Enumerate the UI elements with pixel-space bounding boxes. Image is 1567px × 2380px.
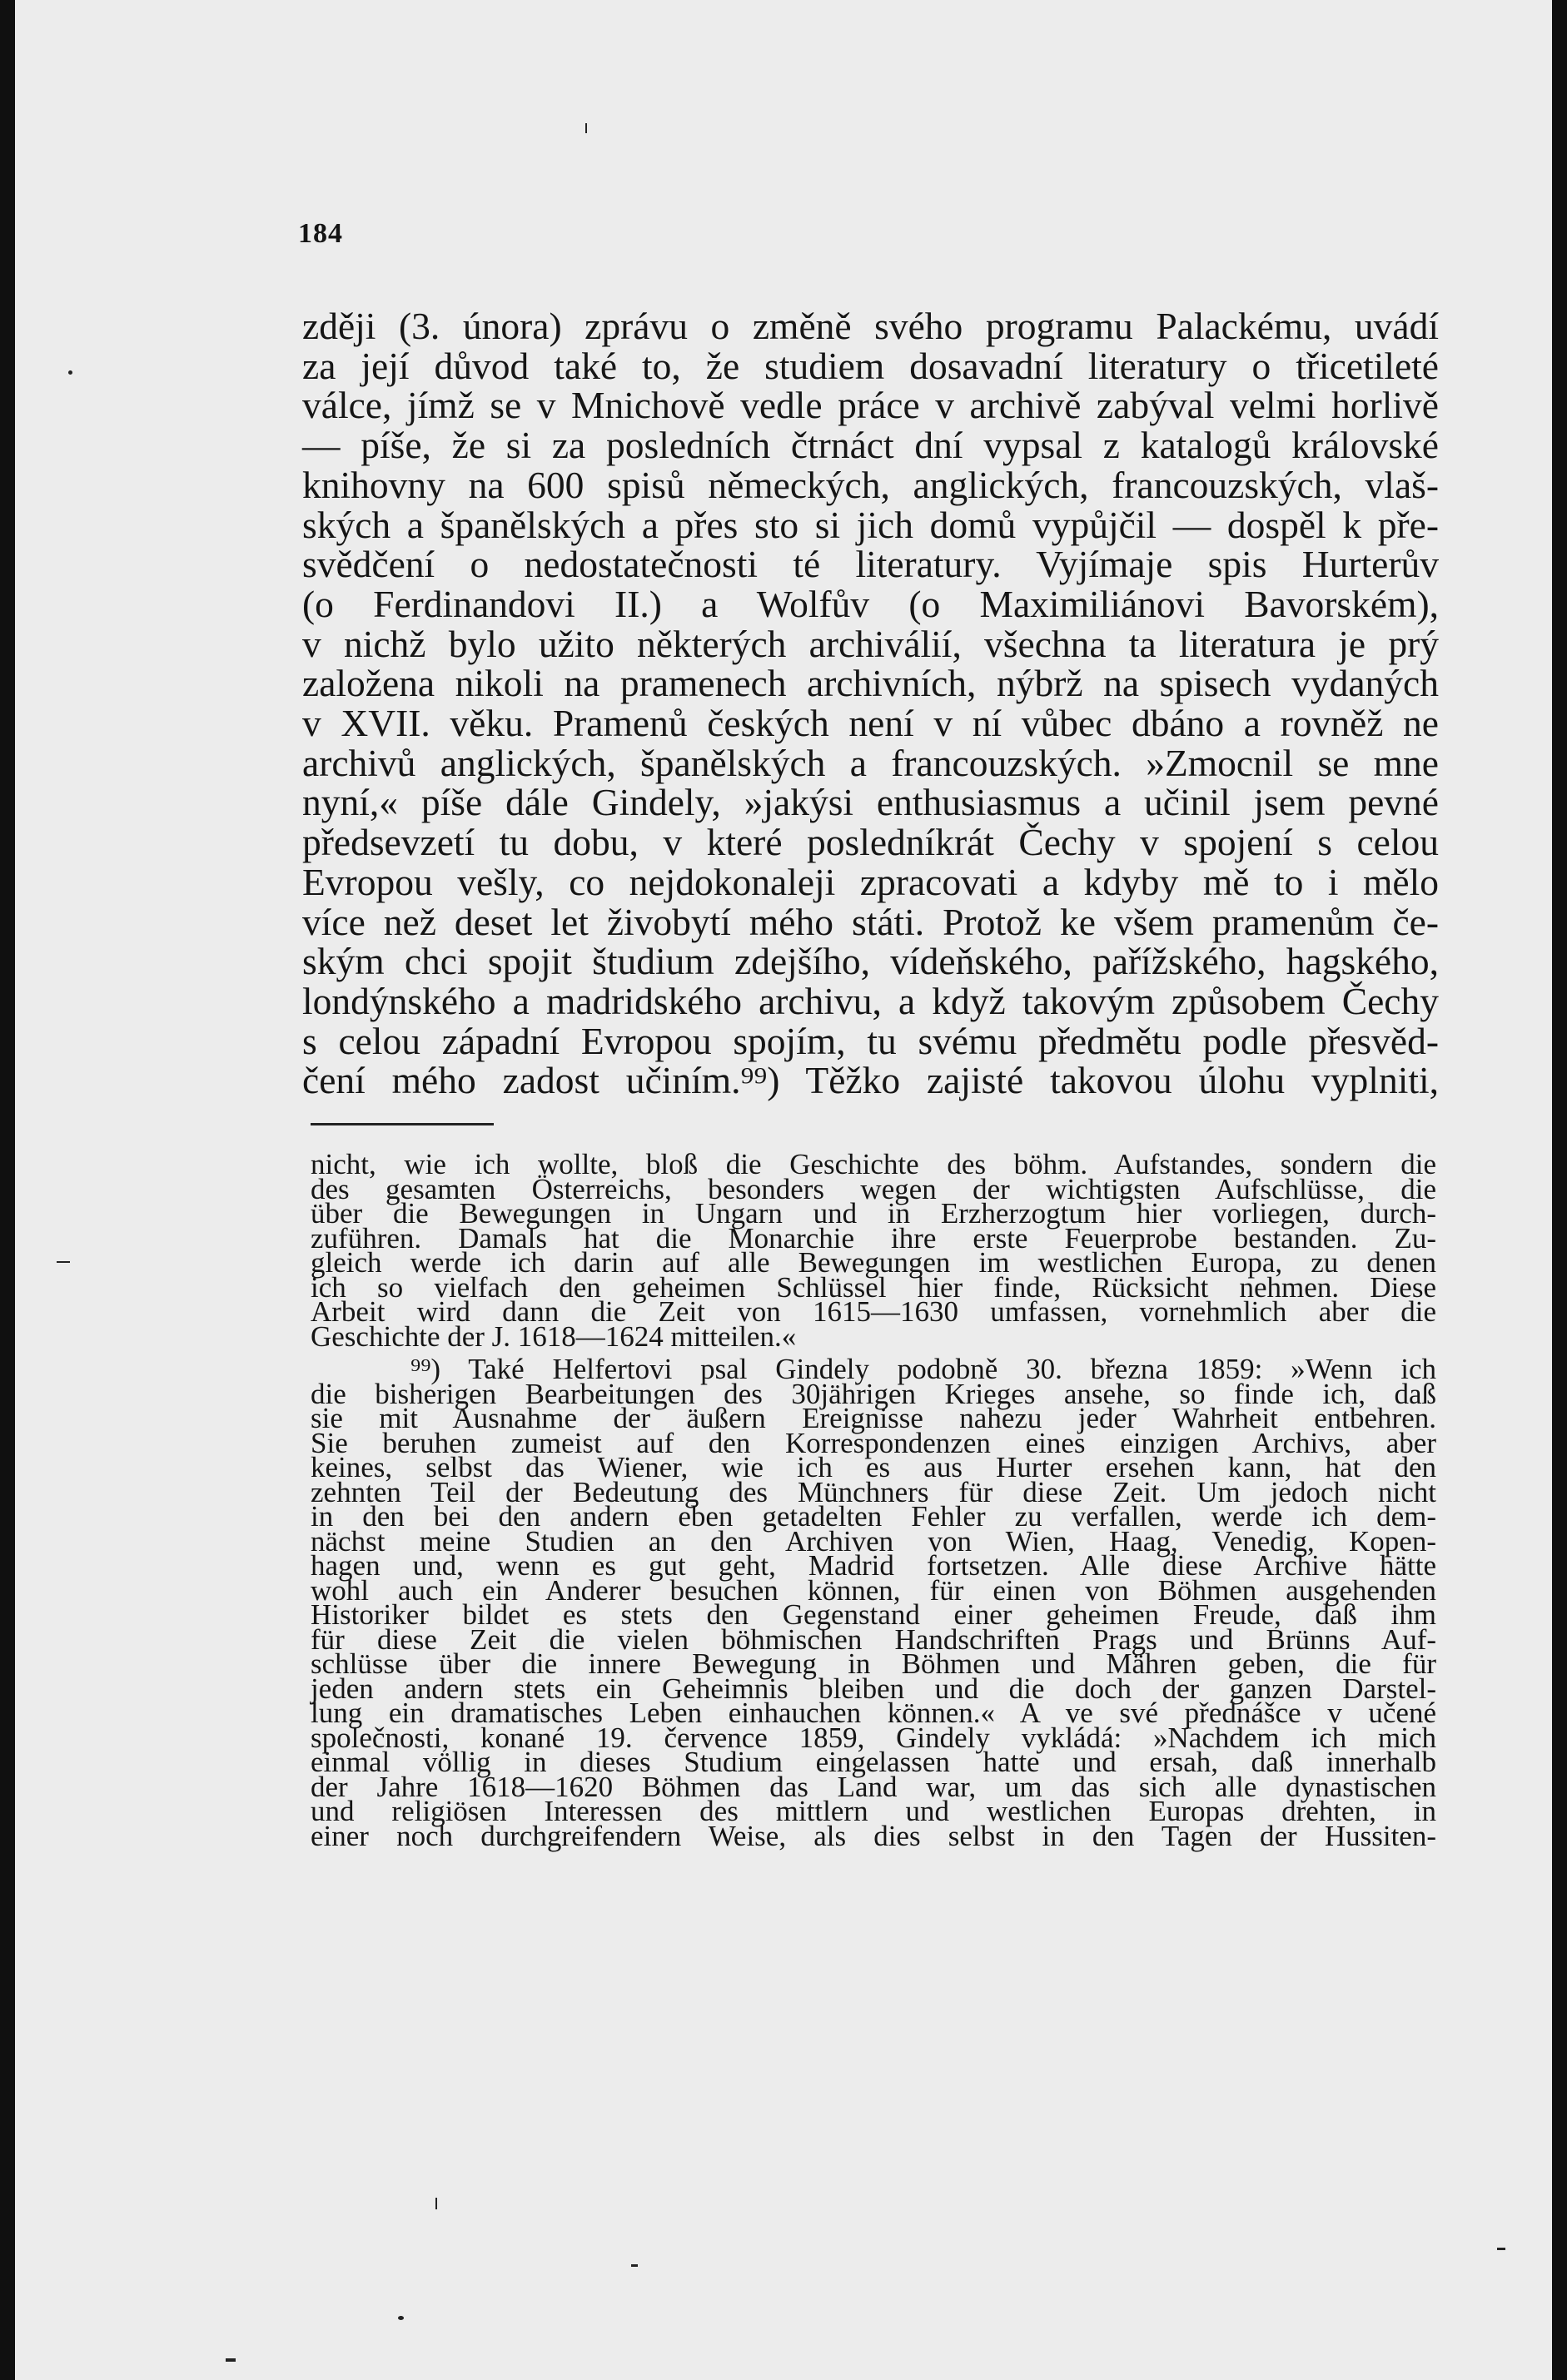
- footnote-line: jeden andern stets ein Geheimnis bleiben und die doch der ganzen Darstel-: [311, 1672, 1436, 1705]
- main-line: čení mého zadost učiním.⁹⁹) Těžko zajisté takovou úlohu vyplniti,: [302, 1059, 1439, 1102]
- footnote-line: einmal völlig in dieses Studium eingelassen hatte und ersah, daß innerhalb: [311, 1746, 1436, 1778]
- main-line: předsevzetí tu dobu, v které posledníkrát Čechy v spojení s celou: [302, 821, 1439, 864]
- page-number: 184: [298, 218, 343, 249]
- footnote-line: gleich werde ich darin auf alle Bewegungen im westlichen Europa, zu denen: [311, 1246, 1436, 1279]
- scanned-page: [15, 0, 1552, 2380]
- footnote-line: des gesamten Österreichs, besonders wegen der wichtigsten Aufschlüsse, die: [311, 1172, 1436, 1205]
- scan-speck: [1497, 2248, 1505, 2250]
- scan-speck: [57, 1261, 70, 1263]
- footnote-line: ich so vielfach den geheimen Schlüssel hier finde, Rücksicht nehmen. Diese: [311, 1270, 1436, 1304]
- footnote-line: nächst meine Studien an den Archiven von Wien, Haag, Venedig, Kopen-: [311, 1524, 1436, 1558]
- main-line: ských a španělských a přes sto si jich domů vypůjčil — dospěl k pře-: [302, 503, 1439, 546]
- footnote-line: ⁹⁹) Také Helfertovi psal Gindely podobně 30. března 1859: »Wenn ich: [410, 1353, 1436, 1385]
- main-line: válce, jímž se v Mnichově vedle práce v archivě zabýval velmi horlivě: [302, 384, 1439, 427]
- footnote-line: nicht, wie ich wollte, bloß die Geschichte des böhm. Aufstandes, sondern die: [311, 1148, 1436, 1180]
- footnote-line: Sie beruhen zumeist auf den Korrespondenzen eines einzigen Archivs, aber: [311, 1426, 1436, 1459]
- footnote-line: wohl auch ein Anderer besuchen können, für einen von Böhmen ausgehenden: [311, 1573, 1436, 1607]
- scan-speck: [585, 123, 587, 133]
- scan-speck: [68, 370, 72, 375]
- footnote-separator: [311, 1123, 494, 1125]
- main-line: londýnského a madridského archivu, a když takovým způsobem Čechy: [302, 979, 1439, 1022]
- footnote-line: společnosti, konané 19. července 1859, Gindely vykládá: »Nachdem ich mich: [311, 1721, 1436, 1754]
- main-line: (o Ferdinandovi II.) a Wolfův (o Maximiliánovi Bavorském),: [302, 582, 1439, 625]
- scan-speck: [435, 2198, 437, 2209]
- footnote-line: und religiösen Interessen des mittlern und westlichen Europas drehten, in: [311, 1795, 1436, 1827]
- footnote-line: der Jahre 1618—1620 Böhmen das Land war, um das sich alle dynastischen: [311, 1770, 1436, 1803]
- footnote-line: sie mit Ausnahme der äußern Ereignisse nahezu jeder Wahrheit entbehren.: [311, 1402, 1436, 1434]
- scan-speck: [631, 2264, 638, 2267]
- footnote-line: zehnten Teil der Bedeutung des Münchners für diese Zeit. Um jedoch nicht: [311, 1475, 1436, 1508]
- footnote-line: hagen und, wenn es gut geht, Madrid fortsetzen. Alle diese Archive hätte: [311, 1549, 1436, 1582]
- footnote-line: einer noch durchgreifendern Weise, als dies selbst in den Tagen der Hussiten-: [311, 1819, 1436, 1852]
- footnote-line: die bisherigen Bearbeitungen des 30jährigen Krieges ansehe, so finde ich, daß: [311, 1377, 1436, 1410]
- footnote-line: Geschichte der J. 1618—1624 mitteilen.«: [311, 1319, 797, 1353]
- footnote-continued: [311, 1148, 1436, 1353]
- main-line: více než deset let živobytí mého státi. Protož ke všem pramenům če-: [302, 900, 1439, 943]
- main-text: [302, 306, 1439, 1101]
- main-line: archivů anglických, španělských a francouzských. »Zmocnil se mne: [302, 741, 1439, 784]
- footnotes: [311, 1148, 1436, 1852]
- scan-speck: [398, 2316, 404, 2320]
- footnote-line: Arbeit wird dann die Zeit von 1615—1630 umfassen, vornehmlich aber die: [311, 1295, 1436, 1328]
- main-line: s celou západní Evropou spojím, tu svému předmětu podle přesvěd-: [302, 1019, 1439, 1062]
- footnote-line: in den bei den andern eben getadelten Fehler zu verfallen, werde ich dem-: [311, 1500, 1436, 1533]
- footnote-line: keines, selbst das Wiener, wie ich es aus Hurter ersehen kann, hat den: [311, 1451, 1436, 1483]
- main-line: nyní,« píše dále Gindely, »jakýsi enthusiasmus a učinil jsem pevné: [302, 781, 1439, 824]
- main-line: knihovny na 600 spisů německých, anglických, francouzských, vlaš-: [302, 463, 1439, 506]
- footnote-line: über die Bewegungen in Ungarn und in Erzherzogtum hier vorliegen, durch-: [311, 1197, 1436, 1230]
- footnote-line: lung ein dramatisches Leben einhauchen können.« A ve své přednášce v učené: [311, 1697, 1436, 1729]
- main-line: svědčení o nedostatečnosti té literatury. Vyjímaje spis Hurterův: [302, 543, 1439, 586]
- footnote-line: zuführen. Damals hat die Monarchie ihre erste Feuerprobe bestanden. Zu-: [311, 1221, 1436, 1255]
- main-line: zději (3. února) zprávu o změně svého programu Palackému, uvádí: [302, 305, 1439, 347]
- footnote-99: [311, 1353, 1436, 1852]
- main-line: — píše, že si za posledních čtrnáct dní vypsal z katalogů královské: [302, 424, 1439, 467]
- main-line: ským chci spojit študium zdejšího, vídeňského, pařížského, hagského,: [302, 940, 1439, 983]
- main-line: založena nikoli na pramenech archivních, nýbrž na spisech vydaných: [302, 662, 1439, 705]
- footnote-line: schlüsse über die innere Bewegung in Böhmen und Mähren geben, die für: [311, 1647, 1436, 1680]
- scan-speck: [226, 2358, 236, 2362]
- main-line: Evropou vešly, co nejdokonaleji zpracovati a kdyby mě to i mělo: [302, 860, 1439, 903]
- main-line: v XVII. věku. Pramenů českých není v ní vůbec dbáno a rovněž ne: [302, 702, 1439, 745]
- main-line: za její důvod také to, že studiem dosavadní literatury o třicetileté: [302, 344, 1439, 387]
- footnote-line: Historiker bildet es stets den Gegenstand einer geheimen Freude, daß ihm: [311, 1598, 1436, 1631]
- main-line: v nichž bylo užito některých archiválií, všechna ta literatura je prý: [302, 622, 1439, 665]
- footnote-line: für diese Zeit die vielen böhmischen Handschriften Prags und Brünns Auf-: [311, 1622, 1436, 1656]
